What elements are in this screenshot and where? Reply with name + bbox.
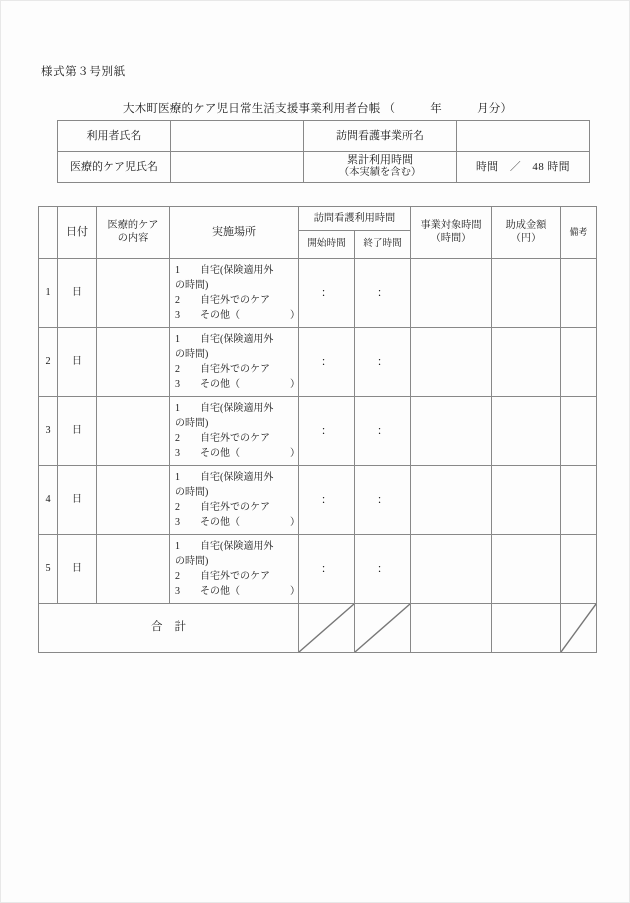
header-care-content-line2: の内容 — [117, 232, 149, 244]
place-option-1-line2: の時間) — [175, 556, 209, 567]
cell-subsidy-amount[interactable] — [492, 259, 561, 328]
cell-note[interactable] — [561, 397, 597, 466]
header-row-number — [39, 207, 58, 259]
header-subsidy-amount-line1: 助成金額 — [505, 219, 547, 231]
cell-date[interactable]: 日 — [58, 535, 97, 604]
cell-start-time[interactable]: ： — [299, 466, 355, 535]
document-title: 大木町医療的ケア児日常生活支援事業利用者台帳 （ 年 月分） — [123, 103, 513, 115]
cell-place[interactable] — [170, 535, 299, 604]
cell-end-time[interactable]: ： — [355, 397, 411, 466]
user-info-table — [57, 120, 590, 183]
header-start-time: 開始時間 — [299, 231, 355, 259]
cell-end-time[interactable]: ： — [355, 535, 411, 604]
cell-date[interactable]: 日 — [58, 397, 97, 466]
cell-place[interactable] — [170, 466, 299, 535]
place-option-1-line1[interactable]: 1 自宅(保険適用外 — [175, 403, 274, 414]
cell-subsidy-amount[interactable] — [492, 328, 561, 397]
header-subsidy-amount-line2: （円） — [510, 232, 542, 244]
cell-start-time[interactable]: ： — [299, 328, 355, 397]
table-row — [39, 466, 597, 535]
place-option-2[interactable]: 2 自宅外でのケア — [175, 364, 270, 375]
cell-note[interactable] — [561, 466, 597, 535]
service-ledger-table — [38, 206, 597, 653]
total-row — [39, 604, 597, 653]
cell-care-content[interactable] — [97, 397, 170, 466]
place-option-3[interactable]: 3 その他（ ） — [175, 586, 300, 597]
cell-subsidy-amount[interactable] — [492, 397, 561, 466]
place-option-1-line1[interactable]: 1 自宅(保険適用外 — [175, 265, 274, 276]
place-option-1-line2: の時間) — [175, 418, 209, 429]
cell-care-content[interactable] — [97, 466, 170, 535]
cell-row-number: 5 — [39, 535, 58, 604]
header-date: 日付 — [58, 207, 97, 259]
label-cumulative-hours — [304, 152, 457, 183]
table-row — [39, 259, 597, 328]
field-nursing-office-name[interactable] — [457, 121, 590, 152]
table-row — [39, 397, 597, 466]
ledger-header-row-main — [39, 207, 597, 231]
cell-start-time[interactable]: ： — [299, 397, 355, 466]
cell-care-content[interactable] — [97, 259, 170, 328]
header-care-content-line1: 医療的ケア — [107, 219, 159, 231]
info-row-user-name — [58, 121, 590, 152]
cell-start-time[interactable]: ： — [299, 259, 355, 328]
table-row — [39, 535, 597, 604]
cell-care-content[interactable] — [97, 328, 170, 397]
header-target-hours-line1: 事業対象時間 — [420, 219, 482, 231]
total-subsidy-amount[interactable] — [492, 604, 561, 653]
cell-note[interactable] — [561, 535, 597, 604]
place-option-2[interactable]: 2 自宅外でのケア — [175, 433, 270, 444]
place-option-3[interactable]: 3 その他（ ） — [175, 379, 300, 390]
header-place: 実施場所 — [170, 207, 299, 259]
cell-place[interactable] — [170, 259, 299, 328]
cell-date[interactable]: 日 — [58, 466, 97, 535]
place-option-3[interactable]: 3 その他（ ） — [175, 310, 300, 321]
cell-target-hours[interactable] — [411, 328, 492, 397]
header-subsidy-amount — [492, 207, 561, 259]
header-care-content — [97, 207, 170, 259]
cell-subsidy-amount[interactable] — [492, 535, 561, 604]
field-user-name[interactable] — [171, 121, 304, 152]
cell-place[interactable] — [170, 397, 299, 466]
cell-end-time[interactable]: ： — [355, 466, 411, 535]
place-option-2[interactable]: 2 自宅外でのケア — [175, 295, 270, 306]
cell-note[interactable] — [561, 328, 597, 397]
place-option-3[interactable]: 3 その他（ ） — [175, 448, 300, 459]
header-target-hours — [411, 207, 492, 259]
cell-end-time[interactable]: ： — [355, 328, 411, 397]
cell-care-content[interactable] — [97, 535, 170, 604]
cell-end-time[interactable]: ： — [355, 259, 411, 328]
total-note-struck — [561, 604, 597, 653]
cell-target-hours[interactable] — [411, 466, 492, 535]
place-option-1-line2: の時間) — [175, 349, 209, 360]
place-option-1-line1[interactable]: 1 自宅(保険適用外 — [175, 334, 274, 345]
cell-row-number: 3 — [39, 397, 58, 466]
cell-target-hours[interactable] — [411, 535, 492, 604]
cell-place[interactable] — [170, 328, 299, 397]
cell-start-time[interactable]: ： — [299, 535, 355, 604]
total-target-hours[interactable] — [411, 604, 492, 653]
total-end-time-struck — [355, 604, 411, 653]
place-option-1-line2: の時間) — [175, 280, 209, 291]
form-number: 様式第３号別紙 — [41, 66, 126, 78]
table-row — [39, 328, 597, 397]
label-user-name: 利用者氏名 — [58, 121, 171, 152]
total-start-time-struck — [299, 604, 355, 653]
field-cumulative-hours[interactable]: 時間 ／ 48 時間 — [457, 152, 590, 183]
total-label: 合計 — [39, 604, 299, 653]
header-target-hours-line2: （時間） — [430, 232, 472, 244]
place-option-2[interactable]: 2 自宅外でのケア — [175, 502, 270, 513]
place-option-1-line1[interactable]: 1 自宅(保険適用外 — [175, 541, 274, 552]
cell-row-number: 1 — [39, 259, 58, 328]
label-nursing-office-name: 訪問看護事業所名 — [304, 121, 457, 152]
field-child-name[interactable] — [171, 152, 304, 183]
cell-target-hours[interactable] — [411, 397, 492, 466]
place-option-1-line1[interactable]: 1 自宅(保険適用外 — [175, 472, 274, 483]
info-row-child-name — [58, 152, 590, 183]
cell-target-hours[interactable] — [411, 259, 492, 328]
label-cumulative-hours-main: 累計利用時間 — [347, 153, 413, 166]
label-cumulative-hours-sub: （本実績を含む） — [338, 167, 422, 179]
cell-subsidy-amount[interactable] — [492, 466, 561, 535]
place-option-2[interactable]: 2 自宅外でのケア — [175, 571, 270, 582]
label-child-name: 医療的ケア児氏名 — [58, 152, 171, 183]
header-end-time: 終了時間 — [355, 231, 411, 259]
header-note: 備考 — [561, 207, 597, 259]
cell-date[interactable]: 日 — [58, 259, 97, 328]
cell-date[interactable]: 日 — [58, 328, 97, 397]
place-option-3[interactable]: 3 その他（ ） — [175, 517, 300, 528]
header-visiting-nursing-hours: 訪問看護利用時間 — [299, 207, 411, 231]
cell-note[interactable] — [561, 259, 597, 328]
cell-row-number: 4 — [39, 466, 58, 535]
cell-row-number: 2 — [39, 328, 58, 397]
place-option-1-line2: の時間) — [175, 487, 209, 498]
